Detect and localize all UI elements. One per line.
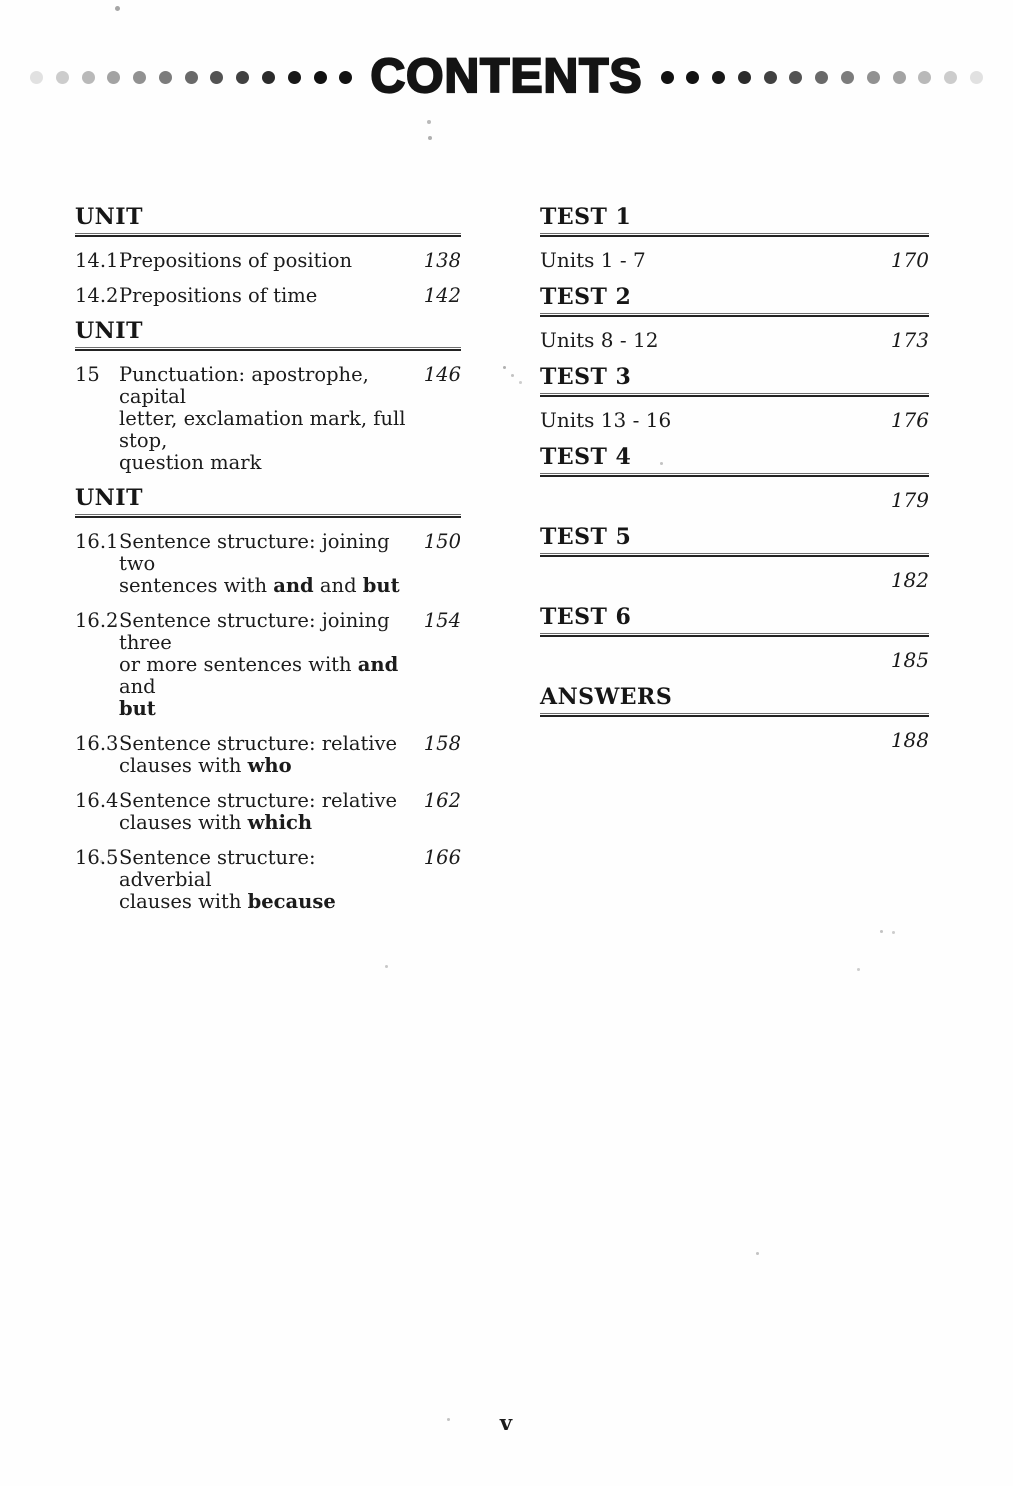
- entry-text-segment: Prepositions of time: [119, 284, 318, 307]
- decorative-dot: [970, 71, 983, 84]
- section-heading: UNIT: [75, 485, 143, 511]
- decorative-dot: [30, 71, 43, 84]
- toc-entry: [75, 610, 461, 720]
- heading-rule: [540, 553, 929, 557]
- decorative-dot: [107, 71, 120, 84]
- decorative-dots-right: [661, 70, 984, 84]
- decorative-dot: [738, 71, 751, 84]
- entry-text-segment: Sentence structure: relative: [119, 789, 398, 812]
- decorative-dot: [764, 71, 777, 84]
- entry-text-segment: Prepositions of position: [119, 249, 353, 272]
- entry-title: Units 1 - 7: [540, 248, 646, 272]
- heading-rule: [540, 713, 929, 717]
- entry-keyword: who: [247, 754, 292, 777]
- entry-page-number: 170: [890, 248, 929, 272]
- section-heading: TEST 6: [540, 604, 632, 630]
- scan-speck: [428, 136, 432, 140]
- entry-number: 16.2: [75, 609, 119, 632]
- entry-page-number: 179: [890, 488, 929, 512]
- entry-number: 16.5: [75, 846, 119, 869]
- entry-number: 16.1: [75, 530, 119, 553]
- entry-title: Units 13 - 16: [540, 408, 672, 432]
- entry-keyword: because: [247, 890, 336, 913]
- decorative-dot: [236, 71, 249, 84]
- heading-rule: [540, 393, 929, 397]
- toc-entry: [75, 733, 461, 777]
- decorative-dot: [210, 71, 223, 84]
- decorative-dot: [841, 71, 854, 84]
- decorative-dot: [867, 71, 880, 84]
- toc-entry: [540, 648, 929, 672]
- decorative-dot: [918, 71, 931, 84]
- entry-title: [119, 790, 413, 834]
- section-heading: ANSWERS: [540, 684, 673, 710]
- toc-entry: [75, 531, 461, 597]
- toc-section: [75, 318, 461, 474]
- scan-speck: [385, 965, 388, 968]
- decorative-dot: [56, 71, 69, 84]
- section-heading: TEST 2: [540, 284, 632, 310]
- decorative-dot: [686, 71, 699, 84]
- entry-text-segment: and: [119, 675, 156, 698]
- entry-text-segment: question mark: [119, 451, 262, 474]
- scan-speck: [115, 6, 120, 11]
- entry-text-segment: letter, exclamation mark, full stop,: [119, 407, 406, 452]
- section-heading: TEST 1: [540, 204, 632, 230]
- entry-text-segment: or more sentences with: [119, 653, 358, 676]
- decorative-dot: [288, 71, 301, 84]
- entry-page-number: 142: [423, 284, 461, 307]
- decorative-dot: [82, 71, 95, 84]
- entry-page-number: 182: [890, 568, 929, 592]
- toc-entry: [540, 488, 929, 512]
- section-heading: UNIT: [75, 204, 143, 230]
- scan-speck: [857, 968, 860, 971]
- decorative-dots-left: [30, 70, 353, 84]
- decorative-dot: [185, 71, 198, 84]
- scan-speck: [892, 931, 895, 934]
- page-footer: [0, 1410, 1013, 1435]
- entry-number: 15: [75, 363, 100, 386]
- toc-section: [540, 364, 929, 432]
- heading-rule: [540, 233, 929, 237]
- scan-speck: [660, 462, 663, 465]
- toc-entry: [540, 248, 929, 272]
- heading-rule: [75, 347, 461, 351]
- decorative-dot: [159, 71, 172, 84]
- toc-section: [75, 485, 461, 913]
- entry-page-number: 138: [423, 249, 461, 272]
- entry-keyword: and: [357, 653, 399, 676]
- entry-title: Units 8 - 12: [540, 328, 659, 352]
- toc-entry: [540, 328, 929, 352]
- entry-page-number: 173: [890, 328, 929, 352]
- entry-number: 14.2: [75, 284, 119, 307]
- page-title: CONTENTS: [370, 50, 643, 103]
- heading-rule: [75, 233, 461, 237]
- scan-speck: [511, 374, 514, 377]
- entry-title: [119, 250, 413, 272]
- heading-rule: [540, 473, 929, 477]
- section-heading: TEST 3: [540, 364, 632, 390]
- entry-keyword: but: [362, 574, 400, 597]
- toc-entry: [75, 847, 461, 913]
- entry-page-number: 185: [890, 648, 929, 672]
- heading-rule: [540, 313, 929, 317]
- toc-entry: [540, 408, 929, 432]
- entry-keyword: and: [273, 574, 314, 597]
- toc-section: [540, 524, 929, 592]
- entry-page-number: 162: [423, 789, 461, 812]
- decorative-dot: [339, 71, 352, 84]
- toc-entry: [540, 568, 929, 592]
- toc-entry: [75, 790, 461, 834]
- toc-entry: [540, 728, 929, 752]
- entry-keyword: but: [119, 697, 156, 720]
- scan-speck: [756, 1252, 759, 1255]
- toc-entry: [75, 250, 461, 272]
- decorative-dot: [789, 71, 802, 84]
- decorative-dot: [944, 71, 957, 84]
- entry-page-number: 154: [423, 609, 461, 632]
- toc-section: [75, 204, 461, 307]
- folio-page-number: v: [499, 1410, 514, 1435]
- entry-title: [119, 285, 413, 307]
- entry-text-segment: Sentence structure: joining three: [119, 609, 390, 654]
- toc-section: [540, 204, 929, 272]
- scan-speck: [519, 381, 522, 384]
- decorative-dot: [661, 71, 674, 84]
- decorative-dot: [262, 71, 275, 84]
- entry-page-number: 146: [423, 363, 461, 386]
- decorative-dot: [893, 71, 906, 84]
- decorative-dot: [314, 71, 327, 84]
- scan-speck: [880, 930, 883, 933]
- heading-rule: [75, 514, 461, 518]
- entry-number: 14.1: [75, 249, 119, 272]
- entry-number: 16.3: [75, 732, 119, 755]
- entry-page-number: 166: [423, 846, 461, 869]
- entry-title: [119, 733, 413, 777]
- toc-entry: [75, 285, 461, 307]
- entry-page-number: 176: [890, 408, 929, 432]
- entry-title: [119, 364, 413, 474]
- entry-title: [119, 610, 413, 720]
- entry-keyword: which: [247, 811, 313, 834]
- toc-left-column: [75, 204, 461, 924]
- entry-text-segment: sentences with: [119, 574, 274, 597]
- contents-header: [30, 48, 983, 106]
- entry-text-segment: Sentence structure: joining two: [119, 530, 390, 575]
- decorative-dot: [133, 71, 146, 84]
- entry-text-segment: Sentence structure: relative: [119, 732, 398, 755]
- decorative-dot: [712, 71, 725, 84]
- entry-page-number: 188: [890, 728, 929, 752]
- entry-number: 16.4: [75, 789, 119, 812]
- section-heading: TEST 5: [540, 524, 632, 550]
- entry-text-segment: Sentence structure: adverbial: [119, 846, 316, 891]
- decorative-dot: [815, 71, 828, 84]
- entry-text-segment: and: [313, 574, 363, 597]
- entry-text-segment: clauses with: [119, 754, 248, 777]
- section-heading: UNIT: [75, 318, 143, 344]
- entry-page-number: 158: [423, 732, 461, 755]
- heading-rule: [540, 633, 929, 637]
- scan-speck: [100, 860, 103, 863]
- scan-speck: [427, 120, 431, 124]
- entry-title: [119, 847, 413, 913]
- toc-section: [540, 684, 929, 752]
- entry-text-segment: Punctuation: apostrophe, capital: [119, 363, 369, 408]
- entry-text-segment: clauses with: [119, 890, 248, 913]
- scan-speck: [503, 366, 506, 369]
- toc-section: [540, 444, 929, 512]
- toc-section: [540, 284, 929, 352]
- entry-title: [119, 531, 413, 597]
- toc-entry: [75, 364, 461, 474]
- section-heading: TEST 4: [540, 444, 632, 470]
- entry-page-number: 150: [423, 530, 461, 553]
- toc-section: [540, 604, 929, 672]
- entry-text-segment: clauses with: [119, 811, 248, 834]
- toc-right-column: [540, 204, 929, 764]
